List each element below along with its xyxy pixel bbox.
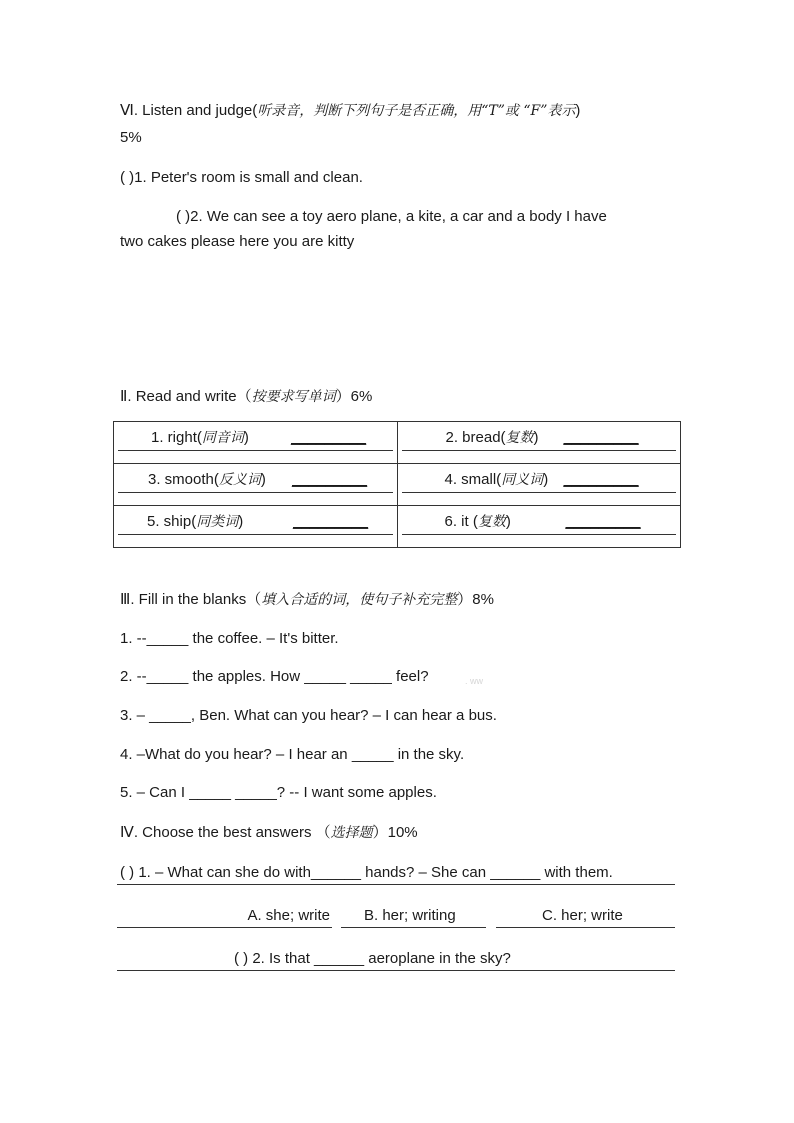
choice-question-2-text: ( ) 2. Is that ______ aeroplane in the sky? (234, 950, 511, 967)
fill-item-3: 3. – _____, Ben. What can you hear? – I can hear a bus. (120, 707, 497, 724)
vocab-item: 2. bread(复数) (445, 429, 539, 446)
answer-blank[interactable]: _________ (565, 513, 641, 530)
section-3-heading (120, 590, 494, 610)
section-4-heading-en: Ⅳ. Choose the best answers （ (120, 824, 331, 841)
question-6-1: ( )1. Peter's room is small and clean. (120, 169, 363, 186)
table-cell (114, 464, 398, 506)
section-2-heading (120, 387, 372, 407)
fill-item-1: 1. --_____ the coffee. – It's bitter. (120, 630, 339, 647)
section-4-heading-cn: 选择题 (330, 825, 373, 841)
question-6-2-line2: two cakes please here you are kitty (120, 233, 355, 250)
section-2-heading-close: ）6% (335, 388, 373, 405)
section-2-heading-en: Ⅱ. Read and write（ (120, 388, 252, 405)
answer-blank[interactable]: _________ (563, 429, 639, 446)
vocab-item: 6. it (复数) (444, 513, 511, 530)
vocab-item: 4. small(同义词) (444, 471, 549, 488)
table-row (114, 422, 681, 464)
choice-option-a[interactable] (117, 905, 332, 928)
section-3-heading-close: ）8% (457, 591, 494, 608)
table-cell (397, 506, 681, 548)
fill-item-5: 5. – Can I _____ _____? -- I want some apples. (120, 784, 437, 801)
question-6-2-line1: ( )2. We can see a toy aero plane, a kite, a car and a body I have (176, 208, 607, 225)
answer-blank[interactable]: _________ (563, 471, 639, 488)
answer-blank[interactable]: _________ (293, 513, 369, 530)
choice-option-c-label: C. her; write (542, 907, 623, 924)
vocab-item: 3. smooth(反义词) (148, 471, 266, 488)
table-cell (397, 464, 681, 506)
choice-option-c[interactable] (496, 905, 675, 928)
vocab-table (113, 421, 681, 548)
section-4-heading (120, 823, 418, 843)
choice-option-b-label: B. her; writing (364, 907, 456, 924)
vocab-item: 5. ship(同类词) (147, 513, 244, 530)
answer-blank[interactable]: _________ (292, 471, 368, 488)
choice-question-1 (117, 862, 675, 885)
section-3-heading-cn: 填入合适的词，使句子补充完整 (261, 592, 458, 608)
choice-option-b[interactable] (341, 905, 486, 928)
faint-watermark: . ww (465, 676, 483, 686)
table-cell (397, 422, 681, 464)
table-cell (114, 422, 398, 464)
table-row (114, 506, 681, 548)
section-6-heading-close: ) (575, 102, 581, 119)
answer-blank[interactable]: _________ (291, 429, 367, 446)
choice-question-2 (117, 948, 675, 971)
choice-option-a-label: A. she; write (247, 907, 330, 924)
table-row (114, 464, 681, 506)
section-2-heading-cn: 按要求写单词 (251, 389, 336, 405)
section-6-percent: 5% (120, 129, 142, 146)
section-6-heading-en: Ⅵ. Listen and judge( (120, 102, 258, 119)
fill-item-2: 2. --_____ the apples. How _____ _____ feel? (120, 668, 429, 685)
fill-item-4: 4. –What do you hear? – I hear an _____ in the sky. (120, 746, 465, 763)
choice-question-1-text: ( ) 1. – What can she do with______ hands? – She can ______ with them. (120, 864, 613, 881)
section-4-heading-close: ）10% (372, 824, 418, 841)
section-6-heading-cn: 听录音，判断下列句子是否正确，用“T”或 “F”表示 (257, 103, 576, 119)
section-3-heading-en: Ⅲ. Fill in the blanks（ (120, 591, 262, 608)
table-cell (114, 506, 398, 548)
section-6-heading (120, 101, 580, 121)
vocab-item: 1. right(同音词) (151, 429, 249, 446)
